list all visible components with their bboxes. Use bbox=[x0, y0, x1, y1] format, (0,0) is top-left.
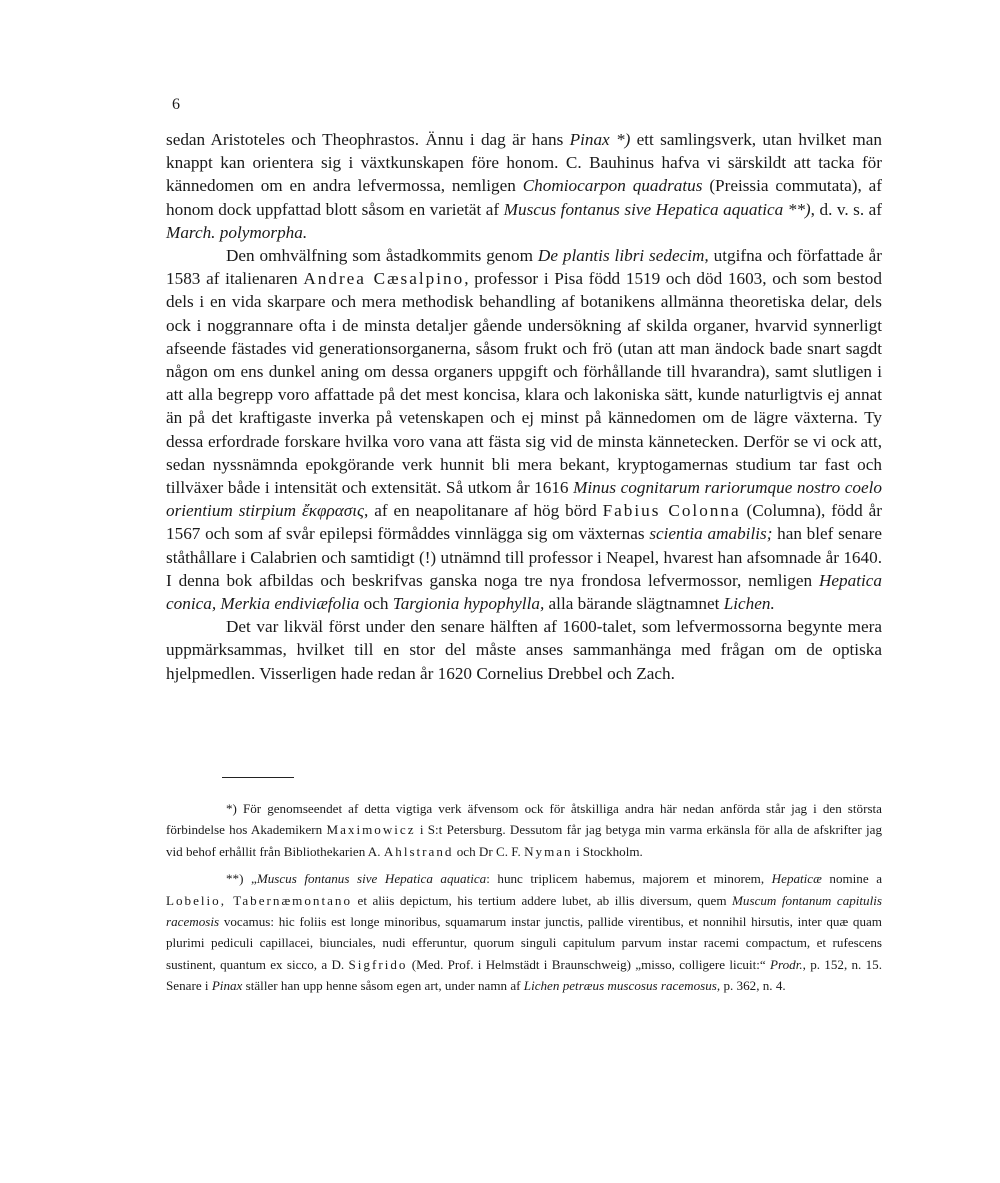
text-run: och Dr C. F. bbox=[453, 843, 525, 859]
spaced-name: Sigfrido bbox=[348, 956, 408, 972]
footnotes bbox=[166, 798, 882, 1003]
italic-run: De plantis libri sedecim, bbox=[537, 246, 709, 266]
italic-run: Targionia hypophylla, bbox=[392, 594, 545, 614]
text-run: vocamus: hic foliis est longe minoribus, squamarum instar junctis, pallide virentibus, et nonnihil hirsutis, inter quæ quam plurimi pediculi capillacei, biunciales, nudi efferuntur, quorum singuli capitulum parvum instar racemi compactum, et rufescens sustinent, quantum ex sicco, a D. bbox=[166, 914, 882, 972]
italic-run: Minus cognitarum rariorumque nostro coelo orientium stirpium ἔκφρασις bbox=[166, 478, 882, 521]
text-run: han blef senare ståthållare i Calabrien och samtidigt (!) utnämnd till professor i Neapel, hvarest han afsomnade år 1640. I denna bok afbildas och beskrifvas ganska noga tre nya frondosa lefvermossor, nemligen bbox=[166, 524, 882, 590]
text-run: , af en neapolitanare af hög börd bbox=[364, 501, 603, 521]
spaced-name: Ahlstrand bbox=[383, 843, 454, 859]
text-run: , d. v. s. af bbox=[810, 199, 882, 219]
text-run: (Med. Prof. i Helmstädt i Braunschweig) „misso, colligere licuit:“ bbox=[407, 956, 770, 972]
body-text bbox=[166, 128, 882, 685]
italic-run: Pinax bbox=[211, 978, 243, 994]
text-run: ställer han upp henne såsom egen art, under namn af bbox=[242, 978, 524, 994]
footnote-2 bbox=[166, 868, 882, 996]
page-number: 6 bbox=[172, 96, 180, 113]
text-run: och bbox=[359, 594, 393, 614]
spaced-name: Maximowicz bbox=[326, 822, 416, 838]
paragraph-3: Det var likväl först under den senare hälften af 1600-talet, som lefvermossorna begynte mera uppmärksammas, hvilket till en stor del måste anses sammanhänga med frågan om de optiska hjelpmedlen. Visserligen hade redan år 1620 Cornelius Drebbel och Zach. bbox=[166, 617, 882, 683]
paragraph-2 bbox=[166, 244, 882, 615]
italic-run: Prodr. bbox=[770, 956, 803, 972]
text-run: alla bärande slägtnamnet bbox=[544, 594, 724, 614]
text-run: utgifna och författade år 1583 af italienaren bbox=[166, 246, 882, 289]
text-run: **) „ bbox=[226, 871, 257, 887]
text-run: nomine a bbox=[821, 871, 883, 887]
text-run: (Preissia commutata), af honom dock uppfattad blott såsom en varietät af bbox=[166, 176, 882, 219]
text-run: : hunc triplicem habemus, majorem et minorem, bbox=[486, 871, 772, 887]
text-run: (Columna), född år 1567 och som af svår epilepsi förmåddes vinnlägga sig om växternas bbox=[166, 501, 883, 544]
spaced-name: Fabius Colonna bbox=[602, 501, 741, 521]
text-run: et aliis depictum, his tertium addere lubet, ab illis diversum, quem bbox=[352, 892, 733, 908]
text-run: , p. 152, n. 15. Senare i bbox=[166, 956, 882, 994]
spaced-name: Nyman bbox=[524, 843, 573, 859]
italic-run: Lichen petræus muscosus racemosus, bbox=[523, 978, 721, 994]
text-run: , professor i Pisa född 1519 och död 1603, och som bestod dels i en vida skarpare och mera methodisk behandling af botanikens allmänna theoretiska delar, dels ock i noggrannare ofta i de minsta detaljer gående undersökning af skilda organer, hvarvid synnerligt afseende fästades vid generationsorganerna, såsom frukt och frö (utan att man ändock bade snart sagdt någon om ens dunkel aning om dessa organers uppgift och förhållande till hvarandra), samt slutligen i att alla begrepp voro affattade på det mest koncisa, klara och lakoniska sätt, kunde naturligtvis ej annat än på det kraftigaste inverka på vetenskapen och ej minst på kännedomen om de lägre växterna. Ty dessa erfordrade forskare hvilka voro vana att fästa sig vid de minsta kännetecken. Derför se vi ock att, sedan nyssnämnda epokgörande verk hunnit bli mera bekant, kryptogamernas studium tar fast och tillväxer både i intensität och extensität. Så utkom år 1616 bbox=[166, 269, 882, 498]
spaced-name: Lobelio, Tabernæmontano bbox=[166, 892, 352, 908]
footnote-1 bbox=[166, 798, 882, 862]
italic-run: Muscus fontanus sive Hepatica aquatica **) bbox=[503, 199, 811, 219]
italic-run: Chomiocarpon quadratus bbox=[522, 176, 703, 196]
paragraph-1 bbox=[166, 128, 882, 244]
text-run: Den omhvälfning som åstadkommits genom bbox=[226, 246, 538, 266]
italic-run: Hepatica conica, Merkia endiviæfolia bbox=[166, 570, 882, 614]
text-run: i S:t Petersburg. Dessutom får jag betyga min varma erkänsla för alla de afskrifter jag vid behof erhållit från Bibliothekarien A. bbox=[166, 822, 882, 859]
italic-run: Hepaticæ bbox=[771, 871, 822, 887]
italic-run: scientia amabilis; bbox=[649, 524, 773, 544]
text-run: p. 362, n. 4. bbox=[720, 978, 786, 994]
footnote-divider bbox=[222, 777, 294, 778]
text-run: *) För genomseendet af detta vigtiga verk äfvensom ock för åtskilliga andra här nedan anförda står jag i den största förbindelse hos Akademikern bbox=[166, 801, 882, 838]
spaced-name: Andrea Cæsalpino bbox=[303, 269, 465, 289]
italic-run: Lichen. bbox=[723, 594, 775, 614]
text-run: sedan Aristoteles och Theophrastos. Ännu i dag är hans bbox=[166, 130, 570, 149]
text-run: i Stockholm. bbox=[572, 843, 643, 859]
italic-run: March. polymorpha. bbox=[166, 222, 308, 242]
text-run: ett samlingsverk, utan hvilket man knappt kan orientera sig i växtkunskapen före honom. C. Bauhinus hafva vi särskildt att tacka för kännedomen om en andra lefvermossa, nemligen bbox=[166, 130, 882, 196]
italic-run: Pinax *) bbox=[569, 130, 631, 149]
italic-run: Muscus fontanus sive Hepatica aquatica bbox=[256, 871, 487, 887]
italic-run: Muscum fontanum capitulis racemosis bbox=[166, 892, 882, 930]
